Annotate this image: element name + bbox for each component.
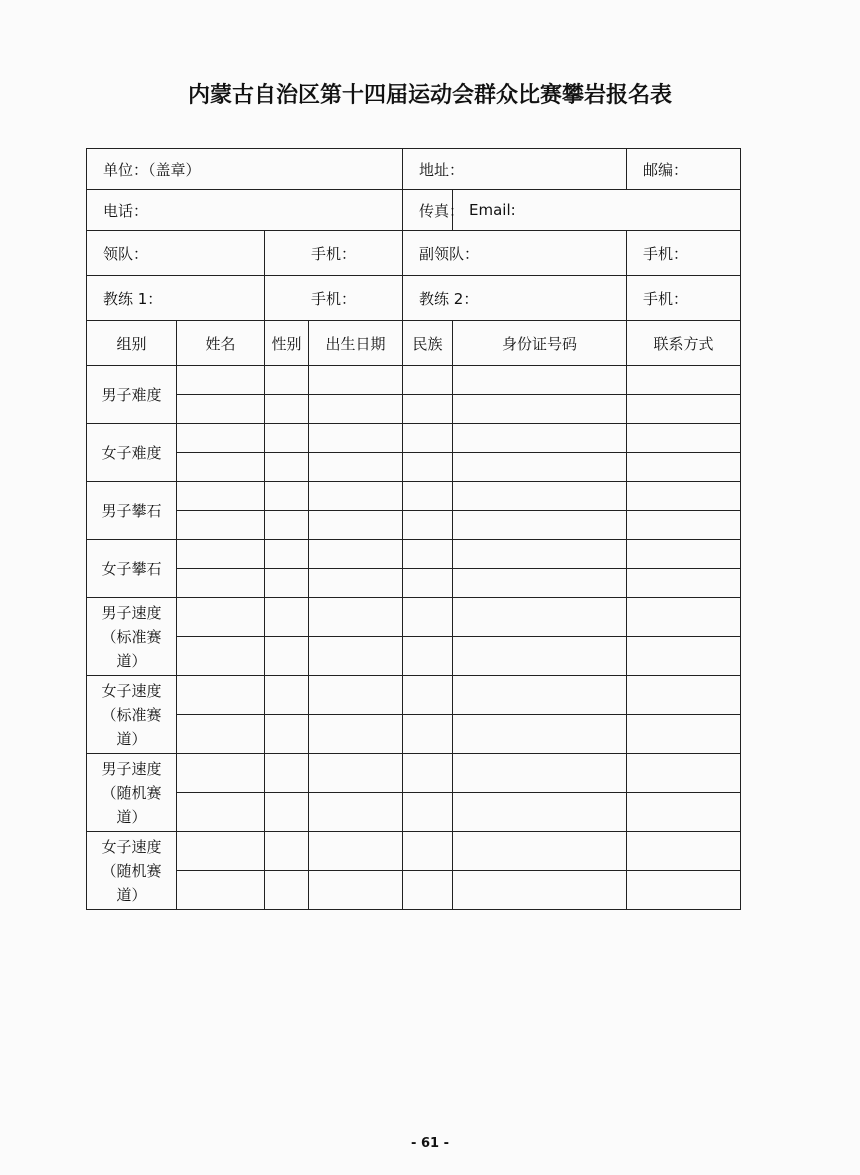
entry-cell[interactable] (403, 540, 453, 569)
entry-cell[interactable] (177, 511, 265, 540)
entry-rows (87, 366, 741, 910)
coach1-field[interactable]: 教练 1： (87, 276, 265, 321)
entry-cell[interactable] (265, 832, 309, 871)
entry-cell[interactable] (627, 569, 741, 598)
column-header-name: 姓名 (177, 321, 265, 366)
entry-cell[interactable] (265, 453, 309, 482)
entry-cell[interactable] (265, 598, 309, 637)
info-row-coach (87, 276, 741, 321)
entry-cell[interactable] (309, 511, 403, 540)
entry-cell[interactable] (309, 598, 403, 637)
entry-cell[interactable] (403, 637, 453, 676)
entry-cell[interactable] (453, 511, 627, 540)
entry-cell[interactable] (177, 676, 265, 715)
table-row (87, 754, 741, 793)
table-row (87, 871, 741, 910)
entry-cell[interactable] (265, 793, 309, 832)
entry-cell[interactable] (453, 395, 627, 424)
entry-cell[interactable] (309, 715, 403, 754)
group-label: 男子速度（随机赛道） (87, 754, 177, 832)
entry-cell[interactable] (265, 871, 309, 910)
entry-cell[interactable] (627, 676, 741, 715)
registration-form-table (86, 148, 741, 910)
table-row (87, 598, 741, 637)
entry-cell[interactable] (453, 793, 627, 832)
entry-cell[interactable] (403, 715, 453, 754)
entry-cell[interactable] (309, 754, 403, 793)
group-label: 女子速度（随机赛道） (87, 832, 177, 910)
entry-cell[interactable] (177, 424, 265, 453)
entry-cell[interactable] (403, 453, 453, 482)
column-header-row (87, 321, 741, 366)
entry-cell[interactable] (453, 424, 627, 453)
entry-cell[interactable] (265, 366, 309, 395)
table-row (87, 482, 741, 511)
entry-cell[interactable] (403, 598, 453, 637)
entry-cell[interactable] (265, 754, 309, 793)
entry-cell[interactable] (177, 540, 265, 569)
entry-cell[interactable] (309, 424, 403, 453)
entry-cell[interactable] (265, 511, 309, 540)
entry-cell[interactable] (453, 637, 627, 676)
entry-cell[interactable] (453, 569, 627, 598)
entry-cell[interactable] (309, 453, 403, 482)
entry-cell[interactable] (309, 482, 403, 511)
table-row (87, 637, 741, 676)
entry-cell[interactable] (453, 453, 627, 482)
page-title: 内蒙古自治区第十四届运动会群众比赛攀岩报名表 (187, 82, 672, 108)
entry-cell[interactable] (453, 540, 627, 569)
deputy-mobile-field[interactable]: 手机： (627, 231, 741, 276)
fax-field[interactable]: 传真： (403, 190, 453, 231)
entry-cell[interactable] (627, 424, 741, 453)
entry-cell[interactable] (309, 366, 403, 395)
column-header-id-number: 身份证号码 (453, 321, 627, 366)
table-row (87, 793, 741, 832)
table-row (87, 424, 741, 453)
entry-cell[interactable] (627, 395, 741, 424)
entry-cell[interactable] (177, 754, 265, 793)
table-row (87, 540, 741, 569)
table-row (87, 366, 741, 395)
entry-cell[interactable] (265, 424, 309, 453)
entry-cell[interactable] (627, 832, 741, 871)
deputy-leader-field[interactable]: 副领队： (403, 231, 627, 276)
group-label: 男子难度 (87, 366, 177, 424)
address-field[interactable]: 地址： (403, 149, 627, 190)
entry-cell[interactable] (453, 832, 627, 871)
column-header-ethnicity: 民族 (403, 321, 453, 366)
entry-cell[interactable] (453, 676, 627, 715)
team-leader-field[interactable]: 领队： (87, 231, 265, 276)
group-label: 女子攀石 (87, 540, 177, 598)
table-row (87, 453, 741, 482)
coach1-mobile-field[interactable]: 手机： (265, 276, 403, 321)
entry-cell[interactable] (265, 482, 309, 511)
phone-field[interactable]: 电话： (87, 190, 403, 231)
group-label: 女子难度 (87, 424, 177, 482)
info-row-phone (87, 190, 741, 231)
entry-cell[interactable] (177, 637, 265, 676)
group-label: 男子攀石 (87, 482, 177, 540)
table-row (87, 832, 741, 871)
entry-cell[interactable] (309, 871, 403, 910)
entry-cell[interactable] (453, 482, 627, 511)
entry-cell[interactable] (403, 395, 453, 424)
entry-cell[interactable] (177, 453, 265, 482)
column-header-birthdate: 出生日期 (309, 321, 403, 366)
entry-cell[interactable] (309, 793, 403, 832)
entry-cell[interactable] (265, 637, 309, 676)
table-row (87, 569, 741, 598)
column-header-gender: 性别 (265, 321, 309, 366)
entry-cell[interactable] (453, 366, 627, 395)
entry-cell[interactable] (265, 395, 309, 424)
entry-cell[interactable] (627, 366, 741, 395)
entry-cell[interactable] (403, 511, 453, 540)
entry-cell[interactable] (309, 676, 403, 715)
entry-cell[interactable] (177, 832, 265, 871)
entry-cell[interactable] (403, 754, 453, 793)
postcode-field[interactable]: 邮编： (627, 149, 741, 190)
entry-cell[interactable] (177, 715, 265, 754)
entry-cell[interactable] (627, 637, 741, 676)
entry-cell[interactable] (177, 395, 265, 424)
entry-cell[interactable] (627, 871, 741, 910)
entry-cell[interactable] (627, 540, 741, 569)
entry-cell[interactable] (453, 754, 627, 793)
entry-cell[interactable] (309, 832, 403, 871)
entry-cell[interactable] (627, 715, 741, 754)
entry-cell[interactable] (403, 871, 453, 910)
entry-cell[interactable] (403, 676, 453, 715)
entry-cell[interactable] (627, 793, 741, 832)
table-row (87, 395, 741, 424)
entry-cell[interactable] (627, 453, 741, 482)
group-label: 女子速度（标准赛道） (87, 676, 177, 754)
page-number: - 61 - (411, 1136, 449, 1151)
table-row (87, 511, 741, 540)
entry-cell[interactable] (177, 871, 265, 910)
entry-cell[interactable] (403, 793, 453, 832)
unit-field[interactable]: 单位：（盖章） (87, 149, 403, 190)
entry-cell[interactable] (177, 569, 265, 598)
entry-cell[interactable] (627, 598, 741, 637)
email-field[interactable]: Email: (453, 190, 741, 231)
entry-cell[interactable] (627, 511, 741, 540)
leader-mobile-field[interactable]: 手机： (265, 231, 403, 276)
entry-cell[interactable] (403, 482, 453, 511)
coach2-mobile-field[interactable]: 手机： (627, 276, 741, 321)
entry-cell[interactable] (627, 482, 741, 511)
entry-cell[interactable] (627, 754, 741, 793)
entry-cell[interactable] (403, 569, 453, 598)
entry-cell[interactable] (403, 366, 453, 395)
entry-cell[interactable] (309, 637, 403, 676)
entry-cell[interactable] (309, 569, 403, 598)
entry-cell[interactable] (265, 569, 309, 598)
entry-cell[interactable] (177, 482, 265, 511)
entry-cell[interactable] (177, 598, 265, 637)
column-header-contact: 联系方式 (627, 321, 741, 366)
entry-cell[interactable] (403, 424, 453, 453)
entry-cell[interactable] (453, 715, 627, 754)
info-row-leader (87, 231, 741, 276)
entry-cell[interactable] (177, 366, 265, 395)
entry-cell[interactable] (309, 540, 403, 569)
column-header-group: 组别 (87, 321, 177, 366)
entry-cell[interactable] (403, 832, 453, 871)
entry-cell[interactable] (309, 395, 403, 424)
table-row (87, 676, 741, 715)
coach2-field[interactable]: 教练 2： (403, 276, 627, 321)
entry-cell[interactable] (265, 540, 309, 569)
entry-cell[interactable] (453, 598, 627, 637)
entry-cell[interactable] (177, 793, 265, 832)
table-row (87, 715, 741, 754)
group-label: 男子速度（标准赛道） (87, 598, 177, 676)
entry-cell[interactable] (265, 676, 309, 715)
info-row-unit (87, 149, 741, 190)
entry-cell[interactable] (453, 871, 627, 910)
entry-cell[interactable] (265, 715, 309, 754)
